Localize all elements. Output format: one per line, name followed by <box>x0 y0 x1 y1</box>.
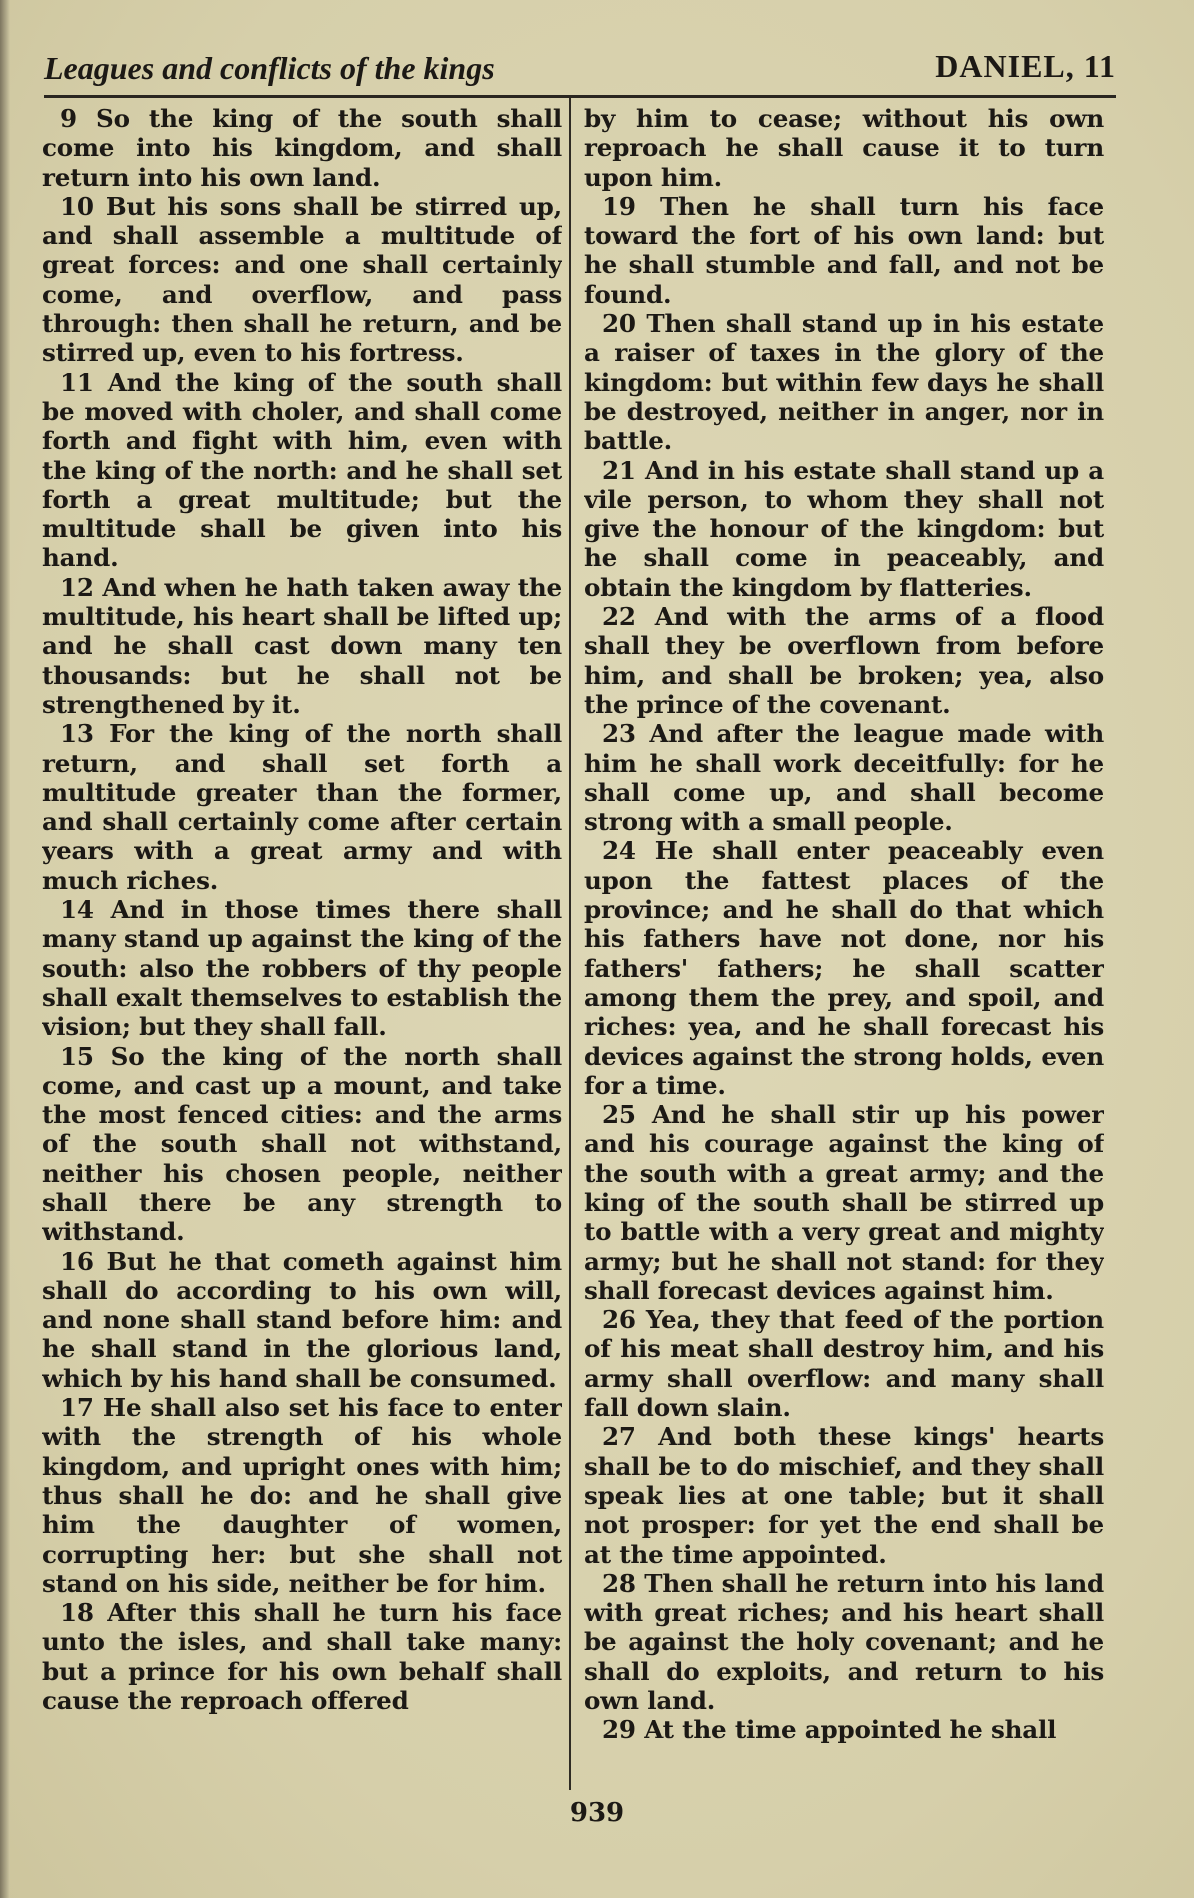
verse <box>42 1247 562 1393</box>
verse-number: 24 <box>602 836 636 866</box>
verse-number: 29 <box>602 1715 636 1745</box>
verse-text: But his sons shall be stirred up, and shall assemble a multitude of great forces: and one shall certainly come, and overflow, and pass through: then shall he return, and be stirred up, even to his fortress. <box>42 191 562 368</box>
verse <box>584 104 1104 192</box>
verse-number: 26 <box>602 1305 636 1335</box>
verse <box>584 1569 1104 1715</box>
verse-text: Then shall he return into his land with great riches; and his heart shall be against the holy covenant; and he shall do exploits, and return to his own land. <box>584 1568 1104 1716</box>
verse-number: 12 <box>60 572 94 602</box>
verse-text: And in those times there shall many stand up against the king of the south: also the robbers of thy people shall exalt themselves to establish the vision; but they shall fall. <box>42 895 562 1042</box>
verse <box>584 836 1104 1100</box>
page-number: 939 <box>569 1798 625 1828</box>
verse <box>42 1598 562 1715</box>
verse-number: 27 <box>602 1422 636 1452</box>
verse <box>584 1422 1104 1568</box>
verse <box>584 719 1104 836</box>
right-text-column <box>584 104 1104 1794</box>
verse-number: 17 <box>60 1393 94 1423</box>
verse-text: Then shall stand up in his estate a raiser of taxes in the glory of the kingdom: but within few days he shall be destroyed, neither in anger, nor in battle. <box>584 309 1104 456</box>
verse-number: 28 <box>602 1568 636 1598</box>
verse <box>584 1305 1104 1422</box>
verse-number: 15 <box>60 1041 94 1071</box>
verse-number: 23 <box>602 719 636 749</box>
verse-text: And with the arms of a flood shall they be overflown from before him, and shall be broken; yea, also the prince of the covenant. <box>584 602 1104 719</box>
verse-text: And in his estate shall stand up a vile person, to whom they shall not give the honour of the kingdom: but he shall come in peaceably, and obtain the kingdom by flatteries. <box>584 455 1104 602</box>
header-rule <box>44 95 1116 98</box>
book-chapter-heading: DANIEL, 11 <box>935 48 1116 84</box>
verse <box>42 1393 562 1598</box>
verse <box>584 192 1104 309</box>
verse-number: 19 <box>602 191 636 221</box>
verse-number: 14 <box>60 895 94 925</box>
verse-text: But he that cometh against him shall do according to his own will, and none shall stand before him: and he shall stand in the glorious land, which by his hand shall be consumed. <box>42 1246 562 1393</box>
verse-text: So the king of the south shall come into his kingdom, and shall return into his own land. <box>42 104 562 192</box>
verse-text: And the king of the south shall be moved with choler, and shall come forth and fight with him, even with the king of the north: and he shall set forth a great multitude; but the multitude shall be given into his hand. <box>42 367 562 573</box>
page-header <box>44 44 1116 94</box>
verse-number: 22 <box>602 602 636 632</box>
verse <box>584 456 1104 602</box>
verse <box>42 895 562 1041</box>
verse-text: After this shall he turn his face unto the isles, and shall take many: but a prince for his own behalf shall cause the reproach offered <box>42 1598 562 1716</box>
verse-text: He shall also set his face to enter with the strength of his whole kingdom, and upright ones with him; thus shall he do: and he shall give him the daughter of women, corrupting her: but she shall not stand on his side, neither be for him. <box>42 1393 562 1598</box>
page-gutter <box>0 0 10 1898</box>
verse <box>584 1100 1104 1305</box>
verse-number: 10 <box>60 191 94 221</box>
verse-text: At the time appointed he shall <box>644 1715 1057 1745</box>
verse <box>42 192 562 368</box>
verse-number: 11 <box>60 367 94 397</box>
verse-text: For the king of the north shall return, and shall set forth a multitude greater than the former, and shall certainly come after certain years with a great army and with much riches. <box>42 719 562 895</box>
verse <box>42 104 562 192</box>
verse-number: 16 <box>60 1246 94 1276</box>
verse-text: And when he hath taken away the multitude, his heart shall be lifted up; and he shall cast down many ten thousands: but he shall not be strengthened by it. <box>42 572 562 719</box>
verse-text: And he shall stir up his power and his courage against the king of the south with a great army; and the king of the south shall be stirred up to battle with a very great and mighty army; but he shall not stand: for they shall forecast devices against him. <box>584 1100 1104 1305</box>
verse <box>42 1042 562 1247</box>
verse <box>584 1715 1104 1744</box>
verse-number: 18 <box>60 1598 94 1628</box>
verse-text: Then he shall turn his face toward the fort of his own land: but he shall stumble and fall, and not be found. <box>584 191 1104 309</box>
verse-text: Yea, they that feed of the portion of his meat shall destroy him, and his army shall overflow: and many shall fall down slain. <box>584 1305 1104 1423</box>
verse-text: So the king of the north shall come, and cast up a mount, and take the most fenced cities: and the arms of the south shall not withstand, neither his chosen people, neither shall there be any strength to withstand. <box>42 1041 562 1247</box>
verse-number: 25 <box>602 1100 636 1130</box>
verse <box>584 309 1104 455</box>
verse-text: And after the league made with him he shall work deceitfully: for he shall come up, and shall become strong with a small people. <box>584 719 1104 837</box>
verse <box>584 602 1104 719</box>
verse-text: by him to cease; without his own reproach he shall cause it to turn upon him. <box>584 104 1104 192</box>
verse-text: And both these kings' hearts shall be to do mischief, and they shall speak lies at one table; but it shall not prosper: for yet the end shall be at the time appointed. <box>584 1422 1104 1569</box>
verse-number: 21 <box>602 455 636 485</box>
verse-number: 20 <box>602 309 636 339</box>
running-head: Leagues and conflicts of the kings <box>44 50 495 86</box>
verse <box>42 368 562 573</box>
verse-text: He shall enter peaceably even upon the fattest places of the province; and he shall do that which his fathers have not done, nor his fathers' fathers; he shall scatter among them the prey, and spoil, and riches: yea, and he shall forecast his devices against the strong holds, even for a time. <box>584 836 1104 1100</box>
verse <box>42 719 562 895</box>
verse-number: 9 <box>60 104 77 133</box>
verse-number: 13 <box>60 719 94 749</box>
column-divider <box>569 98 571 1790</box>
left-text-column <box>42 104 562 1794</box>
verse <box>42 573 562 719</box>
